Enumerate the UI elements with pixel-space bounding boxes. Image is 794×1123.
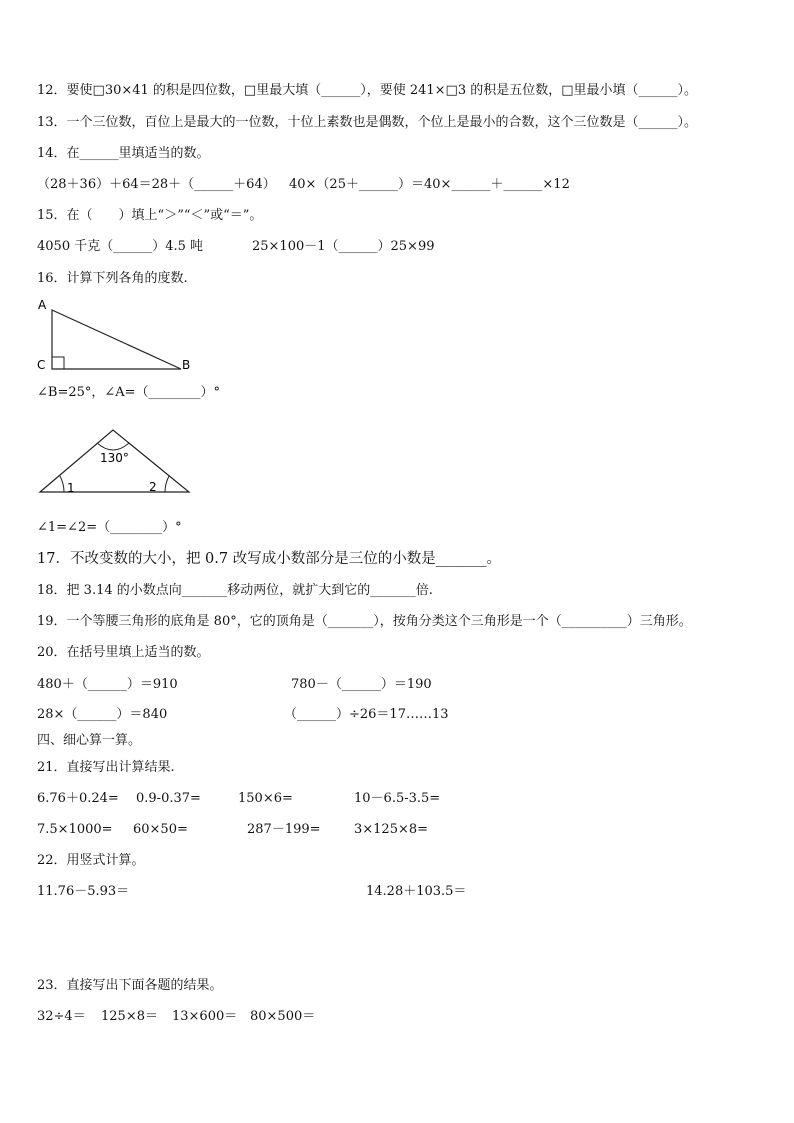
q21-r1-c1: 6.76＋0.24= [37, 791, 119, 806]
q21-r1-c3: 150×6= [238, 791, 293, 806]
angle-2-label: 2 [149, 480, 157, 494]
question-22-a: 11.76－5.93＝ [37, 884, 130, 899]
question-14-a: （28＋36）＋64＝28＋（______＋64） [37, 177, 276, 192]
question-20-c: 28×（______）＝840 [37, 707, 168, 722]
question-17: 17．不改变数的大小，把 0.7 改写成小数部分是三位的小数是_______。 [37, 551, 501, 567]
vertex-a-label: A [38, 298, 47, 312]
question-19: 19．一个等腰三角形的底角是 80°，它的顶角是（_______），按角分类这个三角形是一个（__________）三角形。 [37, 614, 692, 629]
q23-item-2: 125×8＝ [101, 1009, 158, 1024]
right-triangle-figure [33, 296, 203, 376]
q23-item-1: 32÷4＝ [37, 1009, 86, 1024]
question-20-a: 480＋（______）＝910 [37, 677, 178, 692]
q21-r1-c4: 10－6.5-3.5= [354, 791, 441, 806]
angle-130-label: 130° [100, 451, 129, 465]
question-20-b: 780－（______）＝190 [291, 677, 432, 692]
section-4-heading: 四、细心算一算。 [37, 733, 142, 748]
question-21-title: 21．直接写出计算结果. [37, 760, 175, 775]
vertex-c-label: C [37, 358, 46, 372]
question-14-title: 14．在______里填适当的数。 [37, 146, 210, 161]
question-18: 18．把 3.14 的小数点向_______移动两位，就扩大到它的_______倍. [37, 583, 433, 598]
vertex-b-label: B [182, 358, 191, 372]
question-20-d: （______）÷26＝17……13 [284, 707, 449, 722]
obtuse-triangle-figure [36, 425, 196, 497]
q21-r2-c2: 60×50= [133, 822, 188, 837]
q23-item-3: 13×600＝ [172, 1009, 238, 1024]
question-14-b: 40×（25＋______）＝40×______＋______×12 [289, 177, 570, 192]
question-22-b: 14.28＋103.5＝ [366, 884, 467, 899]
angle-1-label: 1 [67, 481, 75, 495]
question-16-line2: ∠1=∠2=（________）° [37, 520, 182, 535]
q21-r1-c2: 0.9-0.37= [136, 791, 201, 806]
question-16-line1: ∠B=25°，∠A=（________）° [37, 385, 221, 400]
question-20-title: 20．在括号里填上适当的数。 [37, 645, 210, 660]
question-15-title: 15．在（ ）填上“＞”“＜”或“＝”。 [37, 208, 263, 223]
question-15-b: 25×100－1（______）25×99 [252, 239, 435, 254]
question-13: 13．一个三位数，百位上是最大的一位数，十位上素数也是偶数，个位上是最小的合数，这个三位数是（______）。 [37, 115, 698, 130]
q21-r2-c1: 7.5×1000= [37, 822, 113, 837]
question-16-title: 16．计算下列各角的度数. [37, 271, 188, 286]
question-15-a: 4050 千克（______）4.5 吨 [37, 239, 204, 254]
question-12: 12．要使□30×41 的积是四位数，□里最大填（______），要使 241×□3 的积是五位数，□里最小填（______）。 [37, 83, 698, 98]
q21-r2-c3: 287－199= [247, 822, 321, 837]
question-22-title: 22．用竖式计算。 [37, 853, 145, 868]
q23-item-4: 80×500＝ [250, 1009, 316, 1024]
question-23-title: 23．直接写出下面各题的结果。 [37, 978, 223, 993]
q21-r2-c4: 3×125×8= [354, 822, 429, 837]
